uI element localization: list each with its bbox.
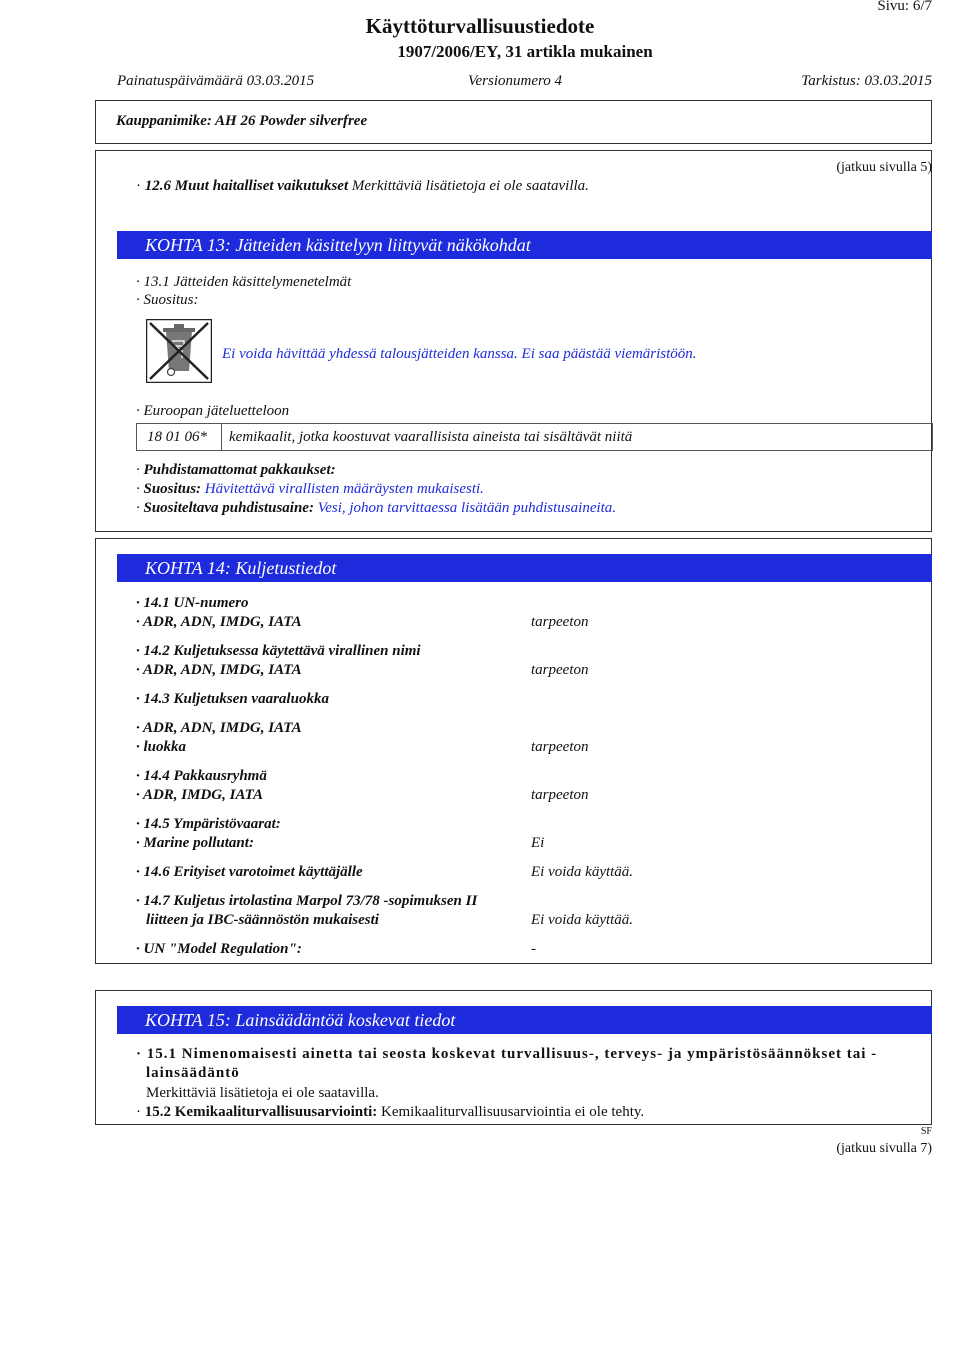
section-15-title: KOHTA 15: Lainsäädäntöä koskevat tiedot [117, 1006, 932, 1034]
packaging-recommendation: · Suositus: Hävitettävä virallisten määräysten mukaisesti. [136, 481, 484, 497]
version-number: Versionumero 4 [468, 73, 563, 89]
print-date: Painatuspäivämäärä 03.03.2015 [117, 73, 315, 89]
waste-catalog-table [136, 423, 933, 451]
item-14-7-cont: liitteen ja IBC-säännöstön mukaisesti [146, 912, 379, 928]
item-14-3: · 14.3 Kuljetuksen vaaraluokka [136, 691, 329, 707]
item-14-4: · 14.4 Pakkausryhmä [136, 768, 267, 784]
disposal-recommendation: Ei voida hävittää yhdessä talousjätteiden kanssa. Ei saa päästää viemäristöön. [222, 346, 697, 362]
item-14-5: · 14.5 Ympäristövaarat: [136, 816, 281, 832]
uncleaned-packaging-title: · Puhdistamattomat pakkaukset: [136, 462, 336, 478]
product-name: Kauppanimike: AH 26 Powder silverfree [116, 113, 368, 129]
item-15-1-text: Merkittäviä lisätietoja ei ole saatavilla. [146, 1085, 379, 1101]
item-14-2-modes: · ADR, ADN, IMDG, IATA [136, 662, 302, 678]
item-14-7: · 14.7 Kuljetus irtolastina Marpol 73/78 -sopimuksen II [136, 893, 478, 909]
item-15-1: · 15.1 Nimenomaisesti ainetta tai seosta koskevat turvallisuus-, terveys- ja ympäristösäännökset tai - [136, 1046, 878, 1062]
revision-date: Tarkistus: 03.03.2015 [801, 73, 932, 89]
continued-on-note: (jatkuu sivulla 7) [836, 1141, 932, 1156]
item-14-3-value: tarpeeton [531, 739, 589, 755]
item-12-6-label: 12.6 Muut haitalliset vaikutukset [144, 178, 349, 194]
item-14-3-class: · luokka [136, 739, 187, 755]
page-number: Sivu: 6/7 [877, 0, 932, 14]
item-12-6: · 12.6 Muut haitalliset vaikutukset Merkittäviä lisätietoja ei ole saatavilla. [136, 178, 589, 194]
item-13-1: · 13.1 Jätteiden käsittelymenetelmät [136, 274, 352, 290]
item-14-5-value: Ei [531, 835, 545, 851]
product-name-box [95, 100, 932, 144]
item-14-2-value: tarpeeton [531, 662, 589, 678]
document-title: Käyttöturvallisuustiedote [365, 14, 595, 38]
waste-catalog-title: · Euroopan jäteluetteloon [136, 403, 290, 419]
item-12-6-text: Merkittäviä lisätietoja ei ole saatavilla. [351, 178, 589, 194]
cleaning-agent: · Suositeltava puhdistusaine: Vesi, johon tarvittaessa lisätään puhdistusaineita. [136, 500, 617, 516]
continued-from-note: (jatkuu sivulla 5) [836, 160, 932, 175]
item-14-4-modes: · ADR, IMDG, IATA [136, 787, 263, 803]
section-14-title: KOHTA 14: Kuljetustiedot [117, 554, 932, 582]
un-model-regulation: · UN "Model Regulation": [136, 941, 302, 957]
item-14-3-modes: · ADR, ADN, IMDG, IATA [136, 720, 302, 736]
language-code: SF [920, 1126, 932, 1137]
item-14-2: · 14.2 Kuljetuksessa käytettävä virallinen nimi [136, 643, 421, 659]
item-14-5-marine: · Marine pollutant: [136, 835, 254, 851]
item-15-2: · 15.2 Kemikaaliturvallisuusarviointi: Kemikaaliturvallisuusarviointia ei ole tehty. [136, 1104, 645, 1120]
item-14-7-value: Ei voida käyttää. [531, 912, 634, 928]
item-15-1-cont: lainsäädäntö [146, 1065, 240, 1081]
item-14-6: · 14.6 Erityiset varotoimet käyttäjälle [136, 864, 363, 880]
item-14-1-modes: · ADR, ADN, IMDG, IATA [136, 614, 302, 630]
item-14-6-value: Ei voida käyttää. [531, 864, 634, 880]
waste-description: kemikaalit, jotka koostuvat vaarallisista aineista tai sisältävät niitä [229, 429, 633, 445]
item-14-1-value: tarpeeton [531, 614, 589, 630]
document-subtitle: 1907/2006/EY, 31 artikla mukainen [397, 42, 653, 61]
recommendation-label: · Suositus: [136, 292, 199, 308]
section-13-title: KOHTA 13: Jätteiden käsittelyyn liittyvät näkökohdat [117, 231, 932, 259]
crossed-out-wheelie-bin-icon [146, 319, 212, 383]
un-model-regulation-value: - [531, 941, 536, 957]
item-14-1: · 14.1 UN-numero [136, 595, 249, 611]
waste-code: 18 01 06* [147, 429, 207, 445]
item-14-4-value: tarpeeton [531, 787, 589, 803]
